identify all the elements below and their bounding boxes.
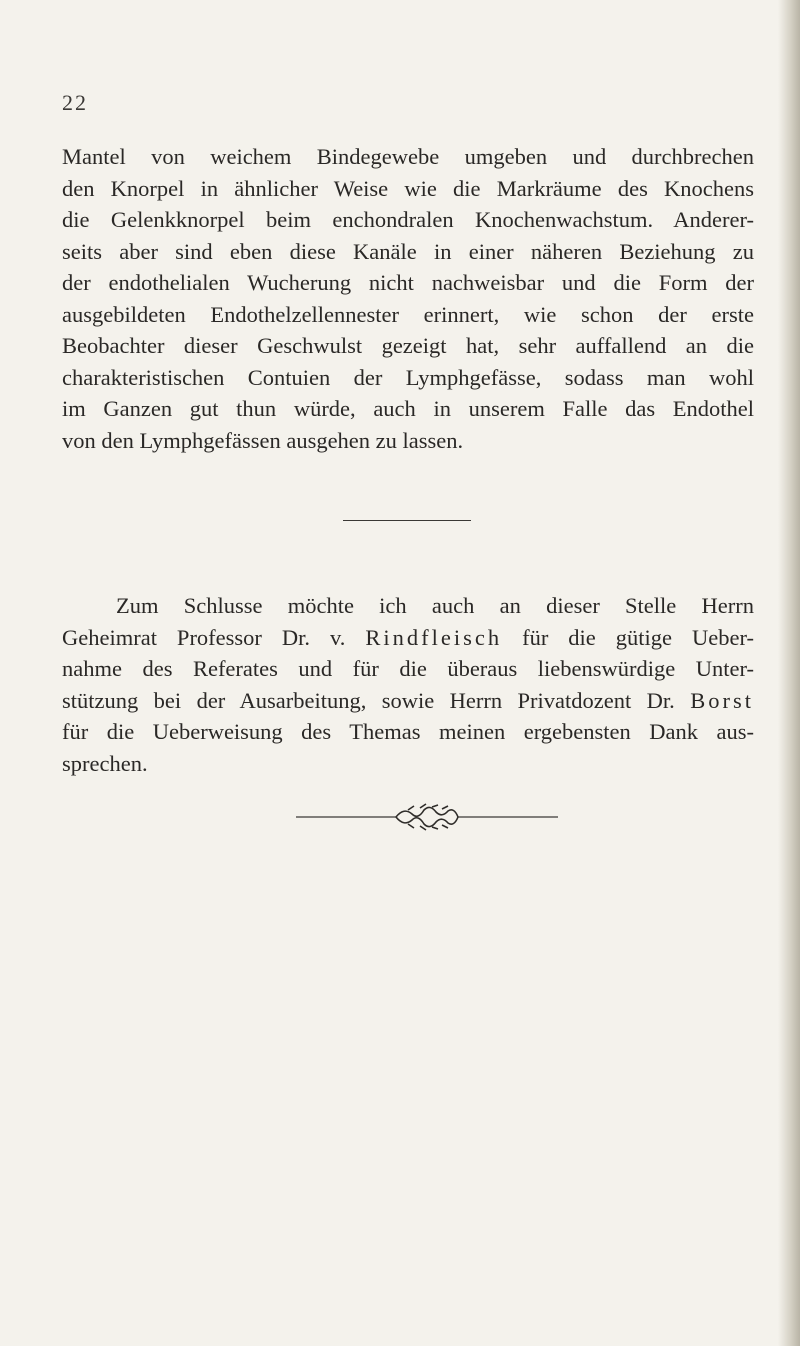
text-line: seits aber sind eben diese Kanäle in einer näheren Beziehung zu — [62, 238, 754, 264]
text-line: charakteristischen Contuien der Lymphgefässe, sodass man wohl — [62, 364, 754, 390]
text-line: die Gelenkknorpel beim enchondralen Knochenwachstum. Anderer- — [62, 207, 754, 232]
ornament-divider-icon — [296, 802, 558, 832]
text-line: den Knorpel in ähnlicher Weise wie die Markräume des Knochens — [62, 175, 754, 201]
paragraph-acknowledgement — [62, 590, 754, 779]
text-line: im Ganzen gut thun würde, auch in unserem Falle das Endothel — [62, 396, 754, 421]
page-edge-shadow — [778, 0, 800, 1346]
text-fragment: Geheimrat Professor Dr. v. — [62, 624, 366, 650]
paragraph-body — [62, 141, 754, 456]
page-number: 22 — [62, 90, 88, 115]
text-line — [62, 622, 754, 654]
text-fragment: stützung bei der Ausarbeitung, sowie Herrn Privatdozent Dr. — [62, 687, 691, 713]
person-name-borst: Borst — [690, 687, 754, 713]
text-line: Zum Schlusse möchte ich auch an dieser Stelle Herrn — [116, 593, 754, 618]
person-name-rindfleisch: Rindfleisch — [365, 624, 503, 650]
section-divider — [343, 520, 471, 521]
text-fragment: für die gütige Ueber- — [502, 624, 754, 650]
text-line: sprechen. — [62, 750, 148, 776]
text-line: ausgebildeten Endothelzellennester erinnert, wie schon der erste — [62, 301, 754, 327]
text-line — [62, 685, 754, 717]
text-line: der endothelialen Wucherung nicht nachweisbar und die Form der — [62, 270, 754, 295]
text-line: von den Lymphgefässen ausgehen zu lassen. — [62, 427, 464, 453]
text-line: Beobachter dieser Geschwulst gezeigt hat, sehr auffallend an die — [62, 333, 754, 358]
text-line: nahme des Referates und für die überaus liebenswürdige Unter- — [62, 656, 754, 681]
text-line: für die Ueberweisung des Themas meinen ergebensten Dank aus- — [62, 719, 754, 744]
text-line: Mantel von weichem Bindegewebe umgeben und durchbrechen — [62, 144, 754, 169]
